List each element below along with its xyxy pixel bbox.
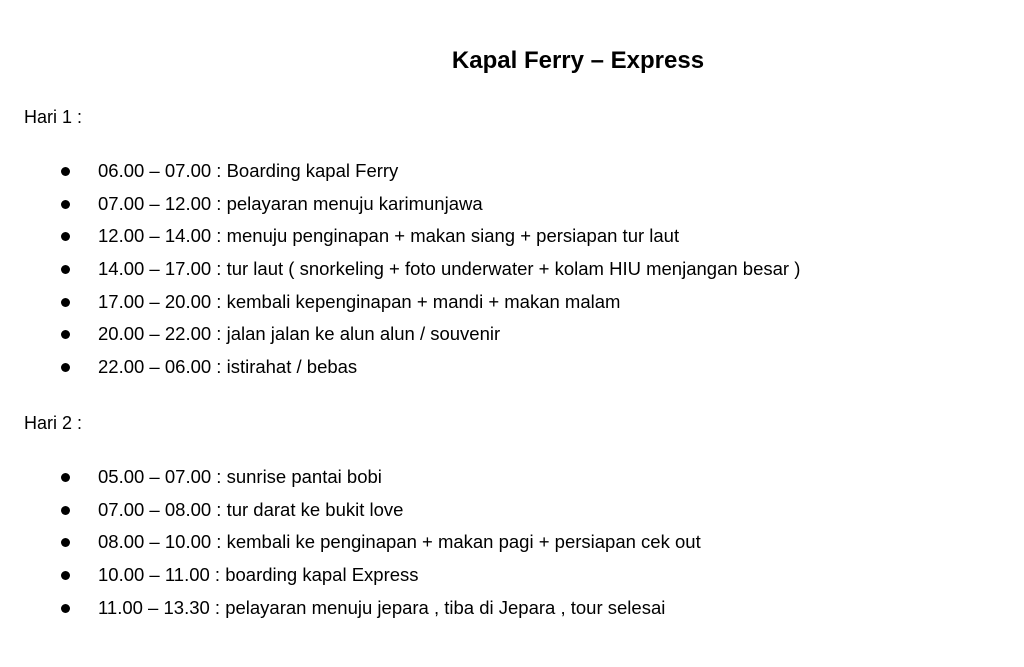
bullet-icon: [61, 167, 70, 176]
bullet-icon: [61, 571, 70, 580]
schedule-item-text: 06.00 – 07.00 : Boarding kapal Ferry: [98, 160, 399, 181]
document-title: Kapal Ferry – Express: [451, 47, 705, 74]
bullet-icon: [61, 506, 70, 515]
day-2-heading: Hari 2 :: [24, 413, 83, 433]
bullet-icon: [61, 232, 70, 241]
schedule-item-text: 22.00 – 06.00 : istirahat / bebas: [98, 356, 358, 378]
bullet-icon: [61, 604, 70, 613]
bullet-icon: [61, 265, 70, 274]
schedule-item-text: 05.00 – 07.00 : sunrise pantai bobi: [98, 466, 382, 487]
schedule-item-text: 10.00 – 11.00 : boarding kapal Express: [98, 564, 419, 586]
bullet-icon: [61, 473, 70, 482]
schedule-item-text: 20.00 – 22.00 : jalan jalan ke alun alun / souvenir: [98, 323, 501, 345]
bullet-icon: [61, 200, 70, 209]
schedule-item-text: 14.00 – 17.00 : tur laut ( snorkeling + foto underwater + kolam HIU menjangan besar ): [98, 258, 801, 280]
bullet-icon: [61, 363, 70, 372]
schedule-item-text: 08.00 – 10.00 : kembali ke penginapan + makan pagi + persiapan cek out: [98, 531, 701, 553]
schedule-item-text: 12.00 – 14.00 : menuju penginapan + makan siang + persiapan tur laut: [98, 225, 680, 247]
schedule-item-text: 07.00 – 12.00 : pelayaran menuju karimunjawa: [98, 192, 483, 214]
schedule-item-text: 11.00 – 13.30 : pelayaran menuju jepara , tiba di Jepara , tour selesai: [98, 596, 666, 618]
bullet-icon: [61, 538, 70, 547]
schedule-item-text: 07.00 – 08.00 : tur darat ke bukit love: [98, 498, 404, 520]
bullet-icon: [61, 298, 70, 307]
schedule-item-text: 17.00 – 20.00 : kembali kepenginapan + mandi + makan malam: [98, 290, 621, 312]
day-1-heading: Hari 1 :: [24, 107, 83, 127]
bullet-icon: [61, 330, 70, 339]
